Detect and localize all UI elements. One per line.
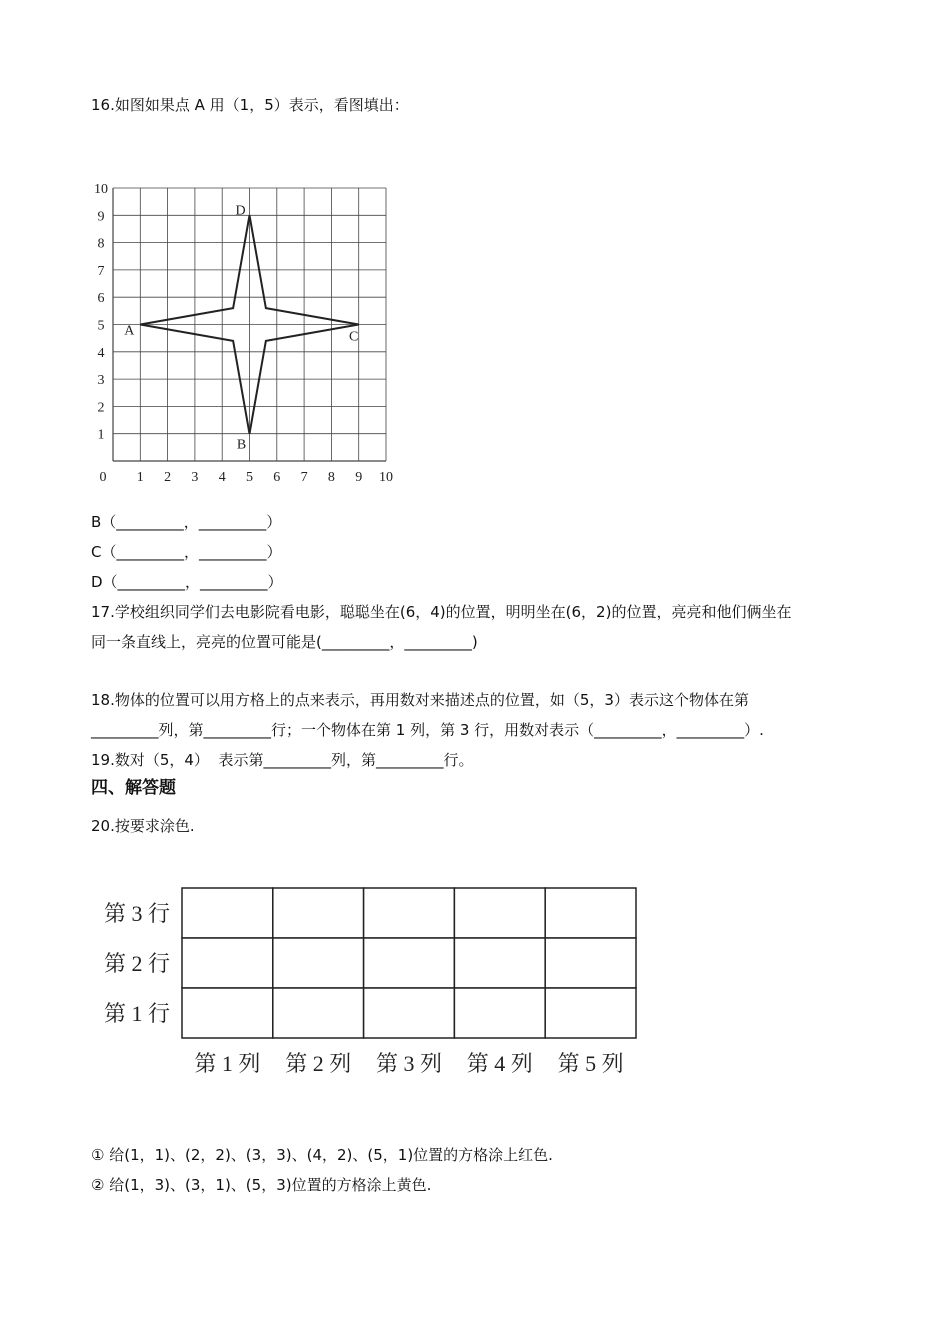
column-label: 第 5 列 [557, 1051, 624, 1076]
grid-lines [113, 188, 386, 461]
x-tick-label: 10 [379, 470, 393, 485]
q20-instruction-1: ① 给(1，1)、(2，2)、(3，3)、(4，2)、(5，1)位置的方格涂上红色. [91, 1146, 553, 1164]
q20-prompt: 20.按要求涂色. [91, 817, 195, 835]
point-label-b: B [236, 437, 247, 453]
point-label-a: A [124, 323, 135, 339]
grid-cell[interactable] [454, 938, 545, 988]
row-label: 第 1 行 [103, 1001, 171, 1026]
q18-line1: 18.物体的位置可以用方格上的点来表示，再用数对来描述点的位置，如（5，3）表示这个物体在第 [91, 691, 749, 709]
grid-cell[interactable] [273, 988, 364, 1038]
coordinate-grid-chart [85, 178, 405, 488]
x-tick-label: 3 [191, 470, 199, 485]
column-label: 第 1 列 [194, 1051, 261, 1076]
grid-cell[interactable] [182, 888, 273, 938]
grid-cell[interactable] [454, 888, 545, 938]
column-label: 第 4 列 [466, 1051, 533, 1076]
q17-line2[interactable]: 同一条直线上，亮亮的位置可能是(_________，_________) [91, 633, 478, 651]
x-tick-label: 0 [99, 470, 107, 485]
grid-cell[interactable] [273, 938, 364, 988]
row-label: 第 3 行 [103, 901, 171, 926]
grid-cell[interactable] [364, 938, 455, 988]
x-tick-label: 1 [136, 470, 144, 485]
grid-cell[interactable] [273, 888, 364, 938]
y-tick-label: 2 [97, 400, 105, 416]
x-tick-label: 6 [273, 470, 281, 485]
row-label: 第 2 行 [103, 951, 171, 976]
column-label: 第 2 列 [285, 1051, 352, 1076]
x-tick-label: 4 [218, 470, 226, 485]
answer-c[interactable]: C（_________，_________） [91, 543, 282, 561]
answer-b[interactable]: B（_________，_________） [91, 513, 282, 531]
x-tick-label: 2 [164, 470, 172, 485]
y-tick-label: 6 [97, 291, 105, 307]
q18-line2[interactable]: _________列，第_________行；一个物体在第 1 列，第 3 行，用数对表示（_________，_________）. [91, 721, 764, 739]
point-label-c: C [349, 329, 359, 345]
grid-cell[interactable] [454, 988, 545, 1038]
y-tick-label: 9 [97, 209, 105, 225]
y-tick-label: 4 [97, 345, 105, 361]
section-heading: 四、解答题 [91, 778, 176, 798]
q19-text[interactable]: 19.数对（5，4） 表示第_________列，第_________行。 [91, 751, 474, 769]
q20-instruction-2: ② 给(1，3)、(3，1)、(5，3)位置的方格涂上黄色. [91, 1176, 432, 1194]
grid-cell[interactable] [182, 938, 273, 988]
grid-cell[interactable] [364, 988, 455, 1038]
x-tick-label: 7 [300, 470, 308, 485]
grid-cell[interactable] [182, 988, 273, 1038]
grid-cell[interactable] [545, 888, 636, 938]
x-tick-label: 5 [246, 470, 253, 485]
y-tick-label: 3 [97, 373, 105, 389]
point-label-d: D [235, 203, 246, 219]
column-labels [194, 1051, 623, 1076]
y-tick-label: 8 [97, 236, 105, 252]
column-label: 第 3 列 [375, 1051, 443, 1076]
y-tick-label: 7 [97, 263, 105, 279]
y-tick-label: 1 [97, 427, 105, 443]
y-tick-label: 10 [94, 182, 108, 197]
x-tick-label: 8 [327, 470, 335, 485]
grid-cell[interactable] [545, 988, 636, 1038]
q17-line1: 17.学校组织同学们去电影院看电影，聪聪坐在(6，4)的位置，明明坐在(6，2)的位置，亮亮和他们俩坐在 [91, 603, 792, 621]
row-labels [104, 901, 170, 1026]
answer-d[interactable]: D（_________，_________） [91, 573, 283, 591]
grid-cell[interactable] [364, 888, 455, 938]
grid-cell[interactable] [545, 938, 636, 988]
q16-prompt: 16.如图如果点 A 用（1，5）表示，看图填出： [91, 96, 409, 114]
coloring-grid [95, 882, 655, 1082]
y-tick-label: 5 [97, 318, 105, 334]
coloring-grid-cells [182, 888, 636, 1038]
x-tick-label: 9 [355, 470, 363, 485]
